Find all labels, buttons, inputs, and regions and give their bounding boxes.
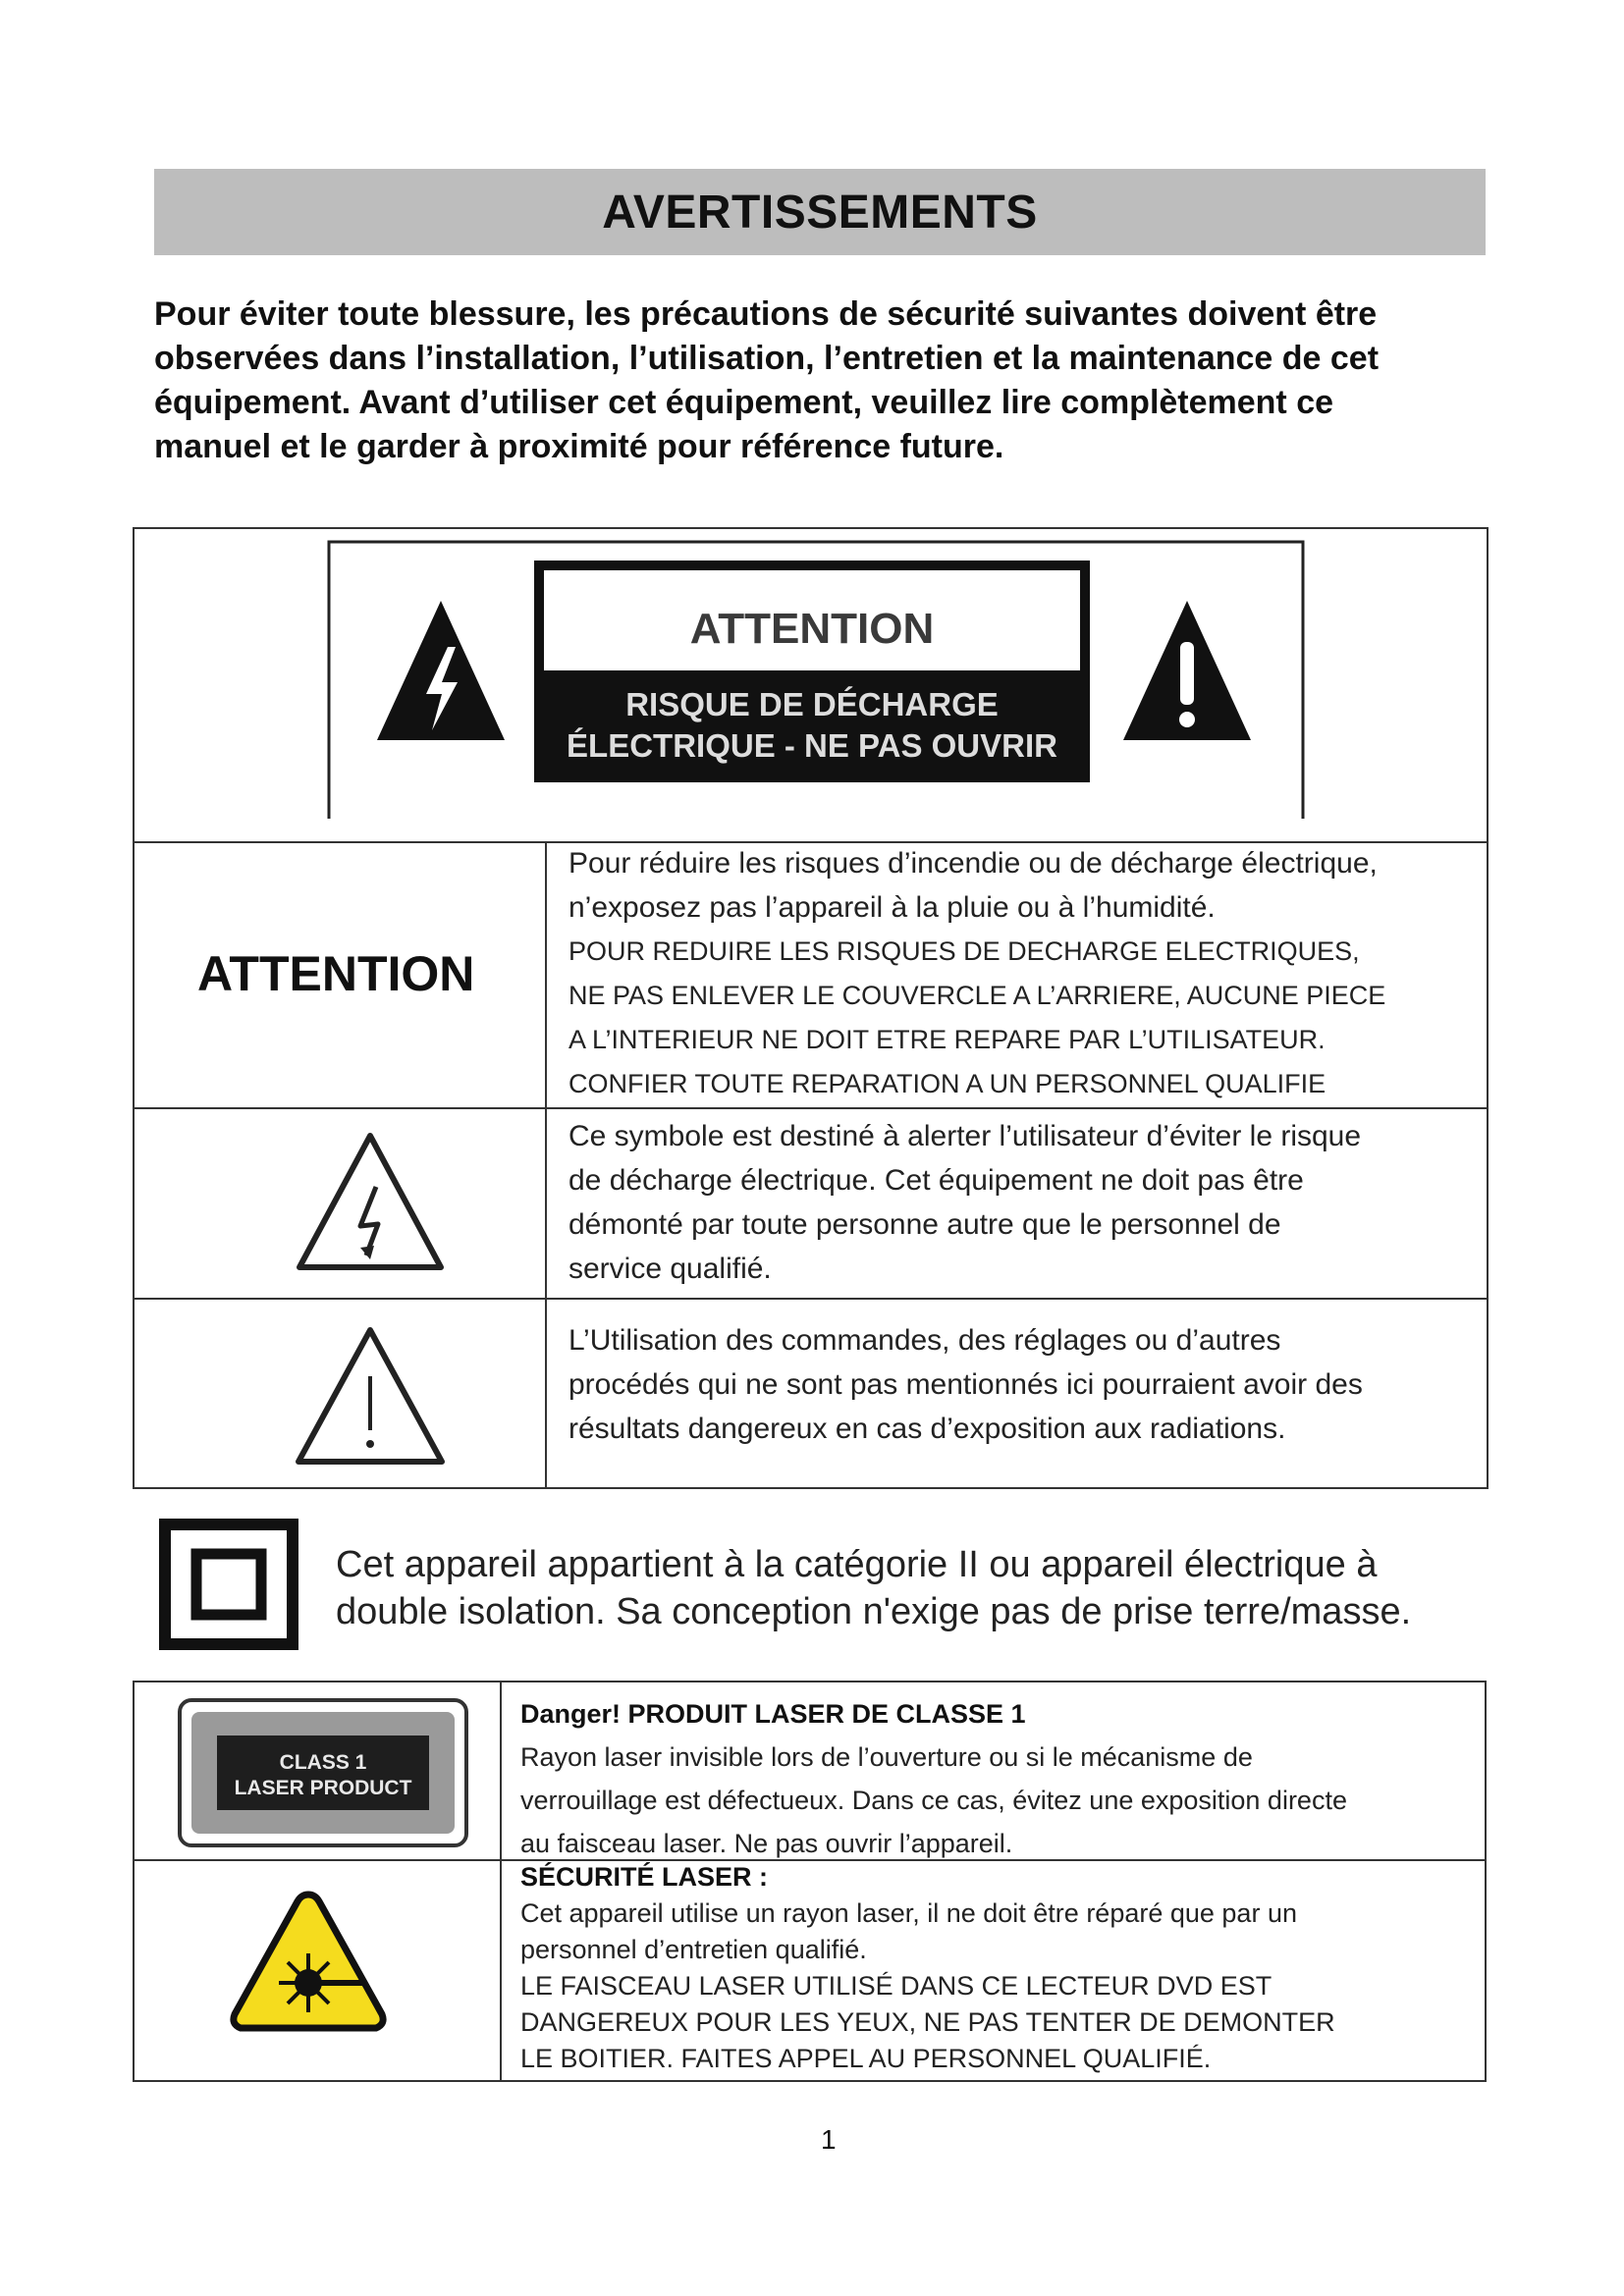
text-line: Ce symbole est destiné à alerter l’utilisateur d’éviter le risque [568, 1120, 1362, 1152]
class1-laser-badge [176, 1696, 470, 1849]
double-insulation-icon [159, 1519, 298, 1650]
warnings-table [133, 527, 1489, 1489]
text-line: de décharge électrique. Cet équipement ne doit pas être [568, 1164, 1304, 1197]
text-line: au faisceau laser. Ne pas ouvrir l’appareil. [520, 1829, 1013, 1858]
lightning-triangle-icon [292, 1128, 449, 1275]
laser-product-text [520, 1692, 1347, 1865]
text-line: résultats dangereux en cas d’exposition aux radiations. [568, 1413, 1286, 1445]
electric-shock-icon [377, 601, 505, 740]
laser-hazard-icon [225, 1885, 392, 2042]
laser-safety-text [520, 1859, 1335, 2077]
text-line: n’exposez pas l’appareil à la pluie ou à l’humidité. [568, 891, 1216, 924]
text-line: L’Utilisation des commandes, des réglages ou d’autres [568, 1324, 1281, 1357]
intro-line: observées dans l’installation, l’utilisation, l’entretien et la maintenance de cet [154, 340, 1380, 377]
text-line: Pour réduire les risques d’incendie ou de décharge électrique, [568, 847, 1378, 880]
label-heading: ATTENTION [689, 605, 935, 653]
shock-text [568, 1114, 1361, 1291]
badge-line: LASER PRODUCT [234, 1777, 412, 1799]
caps-line: POUR REDUIRE LES RISQUES DE DECHARGE ELECTRIQUES, [568, 936, 1360, 966]
text-line: verrouillage est défectueux. Dans ce cas, évitez une exposition directe [520, 1786, 1347, 1815]
text-line: service qualifié. [568, 1253, 772, 1285]
caps-line: LE BOITIER. FAITES APPEL AU PERSONNEL QUALIFIÉ. [520, 2044, 1212, 2073]
intro-line: Pour éviter toute blessure, les précautions de sécurité suivantes doivent être [154, 295, 1378, 333]
caps-line: CONFIER TOUTE REPARATION A UN PERSONNEL QUALIFIE [568, 1069, 1326, 1098]
attention-text [568, 841, 1385, 1106]
caps-line: NE PAS ENLEVER LE COUVERCLE A L’ARRIERE, AUCUNE PIECE [568, 981, 1386, 1010]
shock-warning-label [326, 539, 1308, 824]
page-title: AVERTISSEMENTS [154, 169, 1486, 255]
label-line: RISQUE DE DÉCHARGE [625, 686, 999, 722]
text-line: démonté par toute personne autre que le personnel de [568, 1208, 1281, 1241]
exclamation-warning-icon [1123, 601, 1251, 740]
exclamation-triangle-icon [290, 1322, 452, 1469]
laser-table [133, 1681, 1487, 2082]
badge-line: CLASS 1 [279, 1751, 367, 1774]
exclamation-text [568, 1318, 1363, 1451]
caps-line: A L’INTERIEUR NE DOIT ETRE REPARE PAR L’UTILISATEUR. [568, 1025, 1326, 1054]
text-line: personnel d’entretien qualifié. [520, 1935, 867, 1964]
label-line: ÉLECTRIQUE - NE PAS OUVRIR [567, 727, 1057, 764]
page-number: 1 [821, 2124, 837, 2155]
caps-line: DANGEREUX POUR LES YEUX, NE PAS TENTER DE DEMONTER [520, 2007, 1335, 2037]
intro-line: manuel et le garder à proximité pour référence future. [154, 428, 1004, 465]
class2-text [336, 1541, 1411, 1635]
caps-line: LE FAISCEAU LASER UTILISÉ DANS CE LECTEUR DVD EST [520, 1971, 1272, 2001]
intro-paragraph [154, 293, 1529, 469]
text-line: Cet appareil utilise un rayon laser, il ne doit être réparé que par un [520, 1898, 1297, 1928]
intro-line: équipement. Avant d’utiliser cet équipement, veuillez lire complètement ce [154, 384, 1334, 421]
laser-safety-title: SÉCURITÉ LASER : [520, 1862, 769, 1892]
laser-product-title: Danger! PRODUIT LASER DE CLASSE 1 [520, 1699, 1026, 1729]
text-line: procédés qui ne sont pas mentionnés ici pourraient avoir des [568, 1368, 1363, 1401]
text-line: double isolation. Sa conception n'exige pas de prise terre/masse. [336, 1591, 1412, 1632]
text-line: Rayon laser invisible lors de l’ouverture ou si le mécanisme de [520, 1742, 1253, 1772]
text-line: Cet appareil appartient à la catégorie II ou appareil électrique à [336, 1544, 1378, 1585]
attention-label: ATTENTION [197, 946, 475, 1001]
